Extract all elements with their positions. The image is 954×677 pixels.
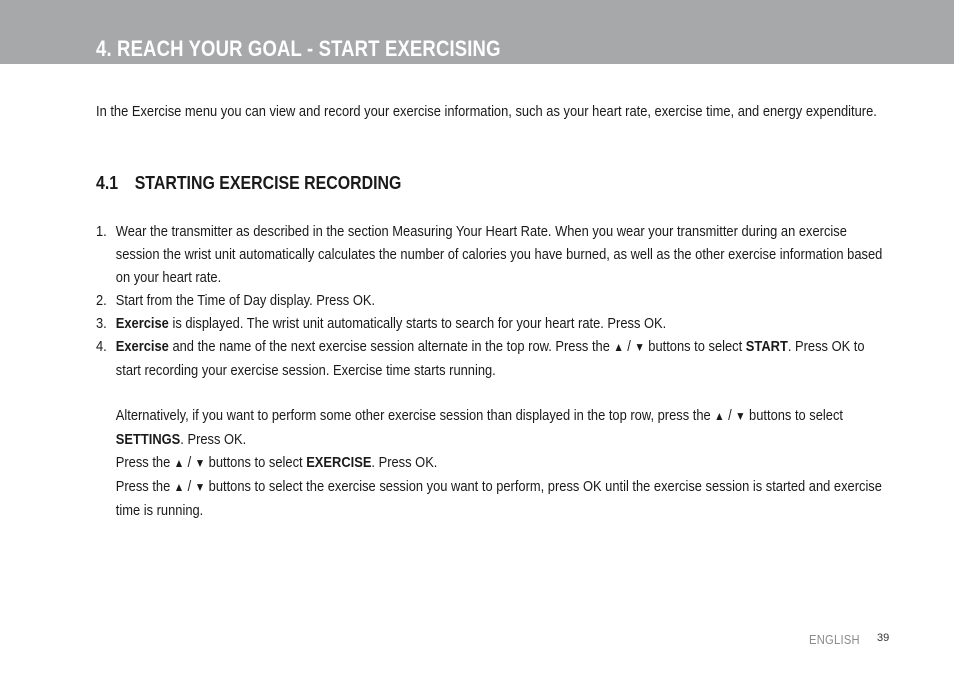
list-item-step-1 [96,220,883,289]
slash-separator: / [184,454,195,471]
section-number: 4.1 [96,172,119,193]
arrow-down-icon: ▼ [194,480,206,494]
step-text-body: buttons to select [644,338,746,355]
step-marker: 3. [96,315,107,332]
step-text-body: . Press OK to start recording your exercise session. Exercise time starts running. [115,338,865,379]
step-text [116,312,883,335]
slash-separator: / [184,478,195,495]
step-text-body: and the name of the next exercise session alternate in the top row. Press the [168,338,614,355]
step-text: Start from the Time of Day display. Press OK. [115,292,376,309]
step-marker: 1. [96,223,107,240]
alternative-paragraph [116,404,883,451]
term-exercise-upper: EXERCISE [306,454,372,471]
arrow-up-icon: ▲ [173,480,185,494]
step-text [116,335,883,382]
section-title: STARTING EXERCISE RECORDING [134,172,402,193]
intro-block [96,85,954,138]
alt-text: Press the [115,454,174,471]
section-heading [96,172,401,194]
term-start: START [745,338,788,355]
arrow-up-icon: ▲ [714,409,725,423]
page-number: 39 [877,632,890,644]
steps-list [96,220,954,522]
arrow-up-icon: ▲ [613,340,624,354]
footer-language: ENGLISH [809,632,860,647]
page-title: 4. REACH YOUR GOAL - START EXERCISING [96,36,501,61]
arrow-down-icon: ▼ [194,456,206,470]
alt-text: buttons to select [745,407,844,424]
alt-text: buttons to select [205,454,307,471]
step-text: Wear the transmitter as described in the section Measuring Your Heart Rate. When you wear your transmitter during an exercise session the wrist unit automatically calculates the number of calories you have burned, as well as the other exercise information based on your heart rate. [115,223,883,286]
intro-paragraph: In the Exercise menu you can view and record your exercise information, such as your heart rate, exercise time, and energy expenditure. [96,103,877,120]
list-item-step-2 [96,289,883,312]
term-exercise: Exercise [115,338,169,355]
slash-separator: / [724,407,736,424]
alt-text: Press the [115,478,174,495]
step-marker: 4. [96,338,107,355]
paragraph-gap [116,382,883,404]
list-item-step-4 [96,335,883,522]
term-settings: SETTINGS [115,431,181,448]
arrow-down-icon: ▼ [735,409,746,423]
slash-separator: / [623,338,635,355]
alt-text: buttons to select the exercise session you want to perform, press OK until the exercise session is started and exercise time is running. [115,478,882,519]
alt-text: . Press OK. [371,454,438,471]
arrow-up-icon: ▲ [173,456,185,470]
term-exercise: Exercise [115,315,169,332]
list-item-step-3 [96,312,883,335]
step-text-body: is displayed. The wrist unit automatically starts to search for your heart rate. Press OK. [168,315,667,332]
alt-text: Alternatively, if you want to perform some other exercise session than displayed in the top row, press the [115,407,715,424]
alternative-paragraph [116,475,883,522]
alt-text: . Press OK. [180,431,247,448]
alternative-paragraph [116,451,883,475]
step-marker: 2. [96,292,107,309]
arrow-down-icon: ▼ [634,340,645,354]
